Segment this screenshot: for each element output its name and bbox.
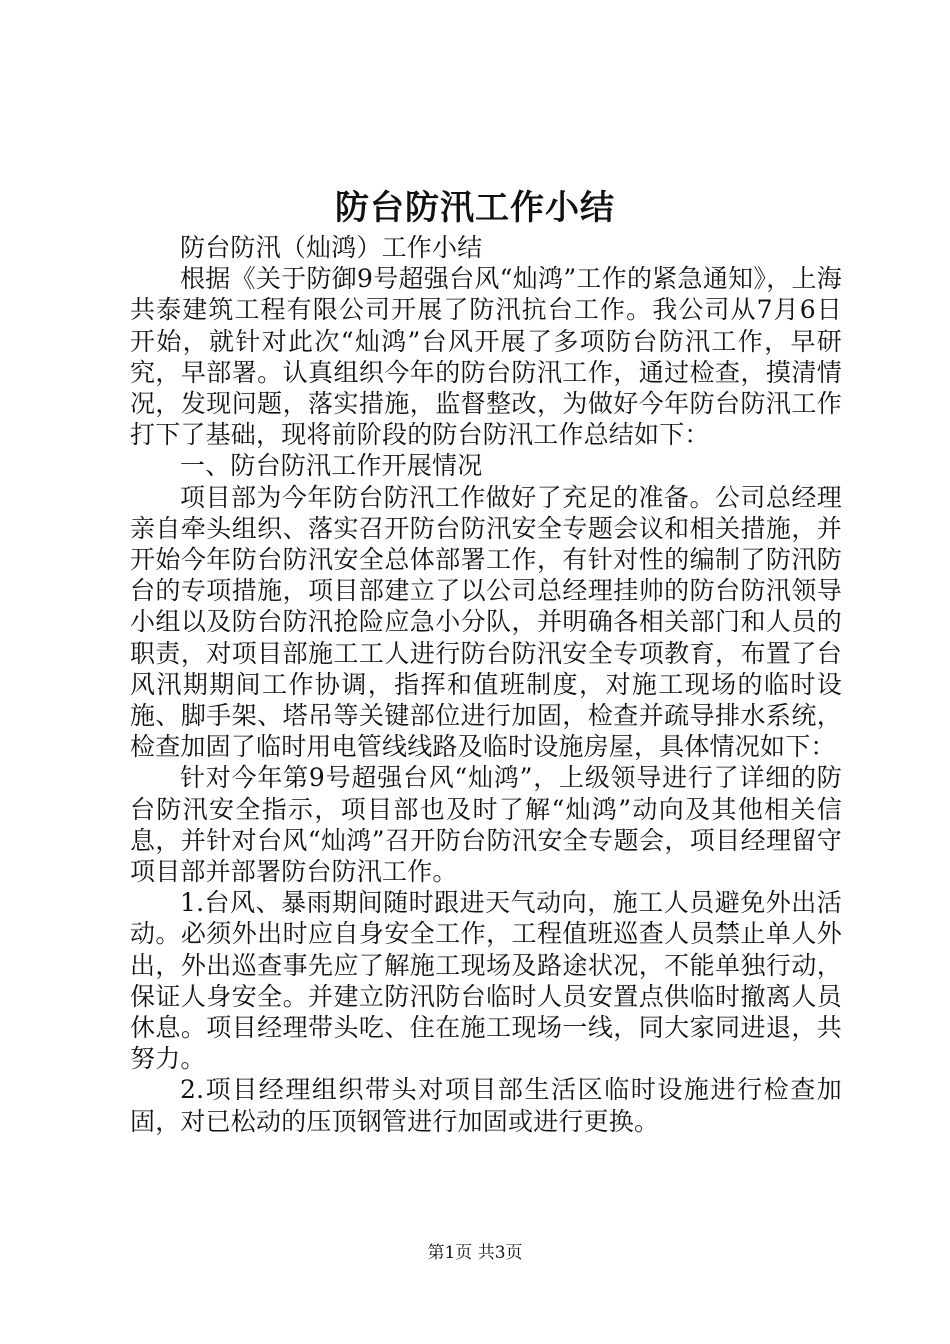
list-item-paragraph: 1.台风、暴雨期间随时跟进天气动向，施工人员避免外出活动。必须外出时应自身安全工作，工程值班巡查人员禁止单人外出，外出巡查事先应了解施工现场及路途状况，不能单独行动，保证人身安全。并建立防汛防台临时人员安置点供临时撤离人员休息。项目经理带头吃、住在施工现场一线，同大家同进退，共努力。 <box>130 888 842 1074</box>
section-heading: 一、防台防汛工作开展情况 <box>180 451 483 481</box>
intro-paragraph: 根据《关于防御9号超强台风“灿鸿”工作的紧急通知》，上海共泰建筑工程有限公司开展了防汛抗台工作。我公司从7月6日开始，就针对此次“灿鸿”台风开展了多项防台防汛工作，早研究，早部署。认真组织今年的防台防汛工作，通过检查，摸清情况，发现问题，落实措施，监督整改，为做好今年防台防汛工作打下了基础，现将前阶段的防台防汛工作总结如下： <box>130 264 842 450</box>
document-title: 防台防汛工作小结 <box>335 188 615 228</box>
body-paragraph: 针对今年第9号超强台风“灿鸿”，上级领导进行了详细的防台防汛安全指示，项目部也及时了解“灿鸿”动向及其他相关信息，并针对台风“灿鸿”召开防台防汛安全专题会，项目经理留守项目部并部署防台防汛工作。 <box>130 763 842 887</box>
page-number-footer: 第1页 共3页 <box>427 1243 523 1263</box>
subtitle-paragraph: 防台防汛（灿鸿）工作小结 <box>180 233 483 262</box>
body-paragraph: 项目部为今年防台防汛工作做好了充足的准备。公司总经理亲自牵头组织、落实召开防台防汛安全专题会议和相关措施，并开始今年防台防汛安全总体部署工作，有针对性的编制了防汛防台的专项措施，项目部建立了以公司总经理挂帅的防台防汛领导小组以及防台防汛抢险应急小分队，并明确各相关部门和人员的职责，对项目部施工工人进行防台防汛安全专项教育，布置了台风汛期期间工作协调，指挥和值班制度，对施工现场的临时设施、脚手架、塔吊等关键部位进行加固，检查并疏导排水系统，检查加固了临时用电管线线路及临时设施房屋，具体情况如下： <box>130 482 842 762</box>
document-body <box>130 232 842 1137</box>
list-item-paragraph: 2.项目经理组织带头对项目部生活区临时设施进行检查加固，对已松动的压顶钢管进行加固或进行更换。 <box>130 1075 842 1136</box>
